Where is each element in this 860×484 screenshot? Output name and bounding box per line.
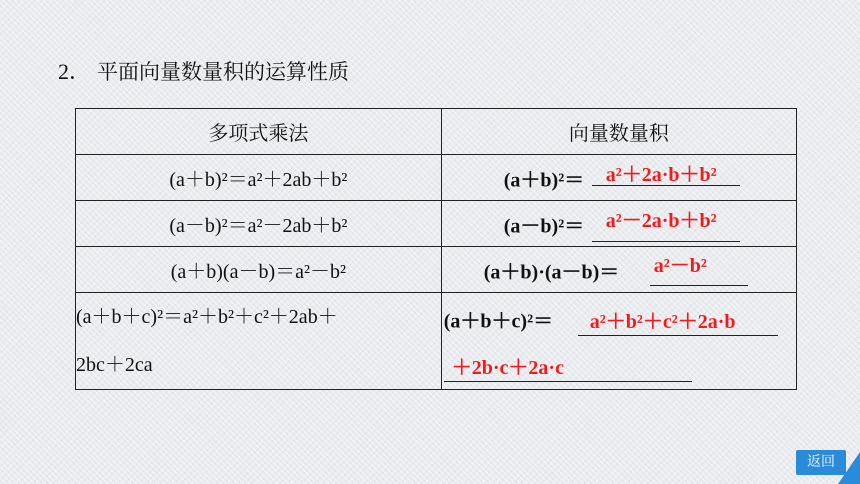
section-number: 2．: [58, 59, 92, 84]
polynomial-formula-line2: 2bc＋2ca: [76, 354, 153, 376]
header-vector-dot: 向量数量积: [441, 109, 796, 155]
polynomial-formula-line1: (a＋b＋c)²＝a²＋b²＋c²＋2ab＋: [76, 306, 338, 328]
answer-text: a²＋2a·b＋b²: [605, 164, 717, 186]
vector-formula-cell: [441, 201, 796, 247]
header-polynomial: 多项式乘法: [76, 109, 442, 155]
polynomial-formula: (a＋b)²＝a²＋2ab＋b²: [76, 155, 442, 201]
back-button[interactable]: 返回: [796, 450, 846, 475]
answer-text: a²－2a·b＋b²: [605, 210, 717, 232]
vector-formula-cell: [441, 155, 796, 201]
answer-text: a²－b²: [653, 255, 707, 277]
section-title: 平面向量数量积的运算性质: [97, 60, 350, 84]
vector-formula-cell: [441, 293, 796, 390]
answer-text-line1: a²＋b²＋c²＋2a·b: [589, 311, 736, 333]
vector-formula-cell: [441, 247, 796, 293]
polynomial-formula: (a＋b)(a－b)＝a²－b²: [76, 247, 442, 293]
table-row: [76, 155, 797, 201]
answer-text-line2: ＋2b·c＋2a·c: [451, 357, 564, 379]
table-row: [76, 247, 797, 293]
vector-formula: (a＋b＋c)²＝: [443, 310, 554, 333]
vector-formula: (a＋b)·(a－b)＝: [483, 261, 620, 283]
polynomial-formula: (a－b)²＝a²－2ab＋b²: [76, 201, 442, 247]
vector-formula: (a＋b)²＝: [503, 169, 585, 191]
table-row: [76, 293, 797, 390]
section-heading: [58, 55, 349, 86]
polynomial-formula: [76, 293, 442, 390]
vector-formula: (a－b)²＝: [503, 215, 585, 237]
properties-table: [75, 108, 797, 390]
table-row: [76, 201, 797, 247]
